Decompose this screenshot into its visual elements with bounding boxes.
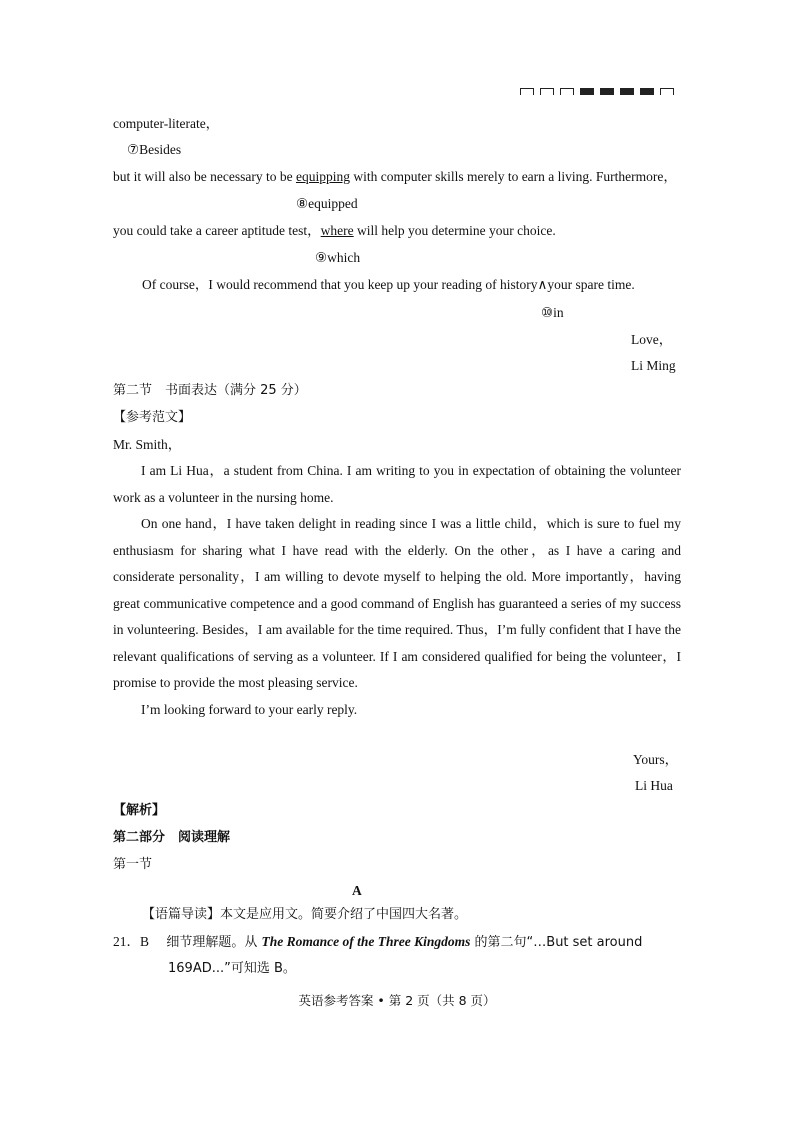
header-marks [520, 88, 674, 95]
section-heading: 第二节 书面表达（满分 25 分） [113, 383, 307, 398]
essay-paragraph-2: On one hand，I have taken delight in reading since I was a little child，which is sure to fuel my enthusiasm for sharing what I have read with the elderly. On the other，as I have a caring and considerate personality，I am willing to devote myself to helping the old. More importantly，having great communicative competence and a good command of English has guaranteed a series of my success in volunteering. Besides，I am available for the time required. Thus，I’m fully confident that I have the relevant qualifications of serving as a volunteer. If I am considered qualified for being the volunteer，I promise to provide the most pleasing service. [113, 516, 681, 690]
header-mark [640, 88, 654, 95]
text-segment: 细节理解题。从 [166, 935, 262, 950]
part-heading: 第二部分 阅读理解 [113, 830, 231, 845]
reference-label: 【参考范文】 [113, 410, 192, 425]
page-footer: 英语参考答案 • 第 2 页（共 8 页） [298, 993, 496, 1008]
error-word-where: where [320, 223, 354, 238]
essay-paragraph-3: I’m looking forward to your early reply. [141, 702, 358, 717]
essay-paragraph-1: I am Li Hua，a student from China. I am writing to you in expectation of obtaining the volunteer work as a volunteer in the nursing home. [113, 463, 681, 505]
passage-label: A [352, 883, 362, 898]
salutation: Mr. Smith， [113, 437, 182, 452]
header-mark [540, 88, 554, 95]
text-segment: but it will also be necessary to be [113, 169, 296, 184]
letter-closing: Love， [631, 332, 673, 347]
error-word-equipping: equipping [295, 169, 350, 184]
letter-signature: Li Ming [631, 358, 676, 373]
correction-line-4 [142, 276, 635, 294]
correction-note-9: ⑨which [315, 250, 361, 265]
correction-line-2 [113, 168, 677, 186]
question-21-continued: 169AD...”可知选 B。 [168, 961, 296, 976]
correction-line-1: computer-literate， [113, 116, 220, 131]
header-mark [560, 88, 574, 95]
text-segment: 的第二句“…But set around [470, 935, 643, 950]
section-label: 第一节 [113, 857, 153, 872]
text-segment: your spare time. [547, 277, 635, 292]
book-title: The Romance of the Three Kingdoms [261, 934, 471, 949]
text-segment: will help you determine your choice. [353, 223, 556, 238]
correction-line-3 [113, 222, 556, 240]
text-segment: you could take a career aptitude test， [113, 223, 321, 238]
passage-guide: 【语篇导读】本文是应用文。简要介绍了中国四大名著。 [142, 907, 468, 922]
header-mark [660, 88, 674, 95]
essay-signature: Li Hua [635, 778, 673, 793]
text-segment: Of course，I would recommend that you keep up your reading of history [142, 277, 538, 292]
text-segment: with computer skills merely to earn a living. Furthermore， [349, 169, 677, 184]
insert-caret: ∧ [537, 277, 548, 292]
question-number: 21．B [113, 934, 150, 949]
header-mark [600, 88, 614, 95]
correction-note-10: ⑩in [541, 305, 564, 320]
correction-note-8: ⑧equipped [296, 196, 358, 211]
header-mark [520, 88, 534, 95]
question-21 [113, 933, 642, 952]
header-mark [580, 88, 594, 95]
correction-note-7: ⑦Besides [127, 142, 182, 157]
header-mark [620, 88, 634, 95]
essay-closing: Yours， [633, 752, 679, 767]
analysis-label: 【解析】 [113, 803, 166, 818]
